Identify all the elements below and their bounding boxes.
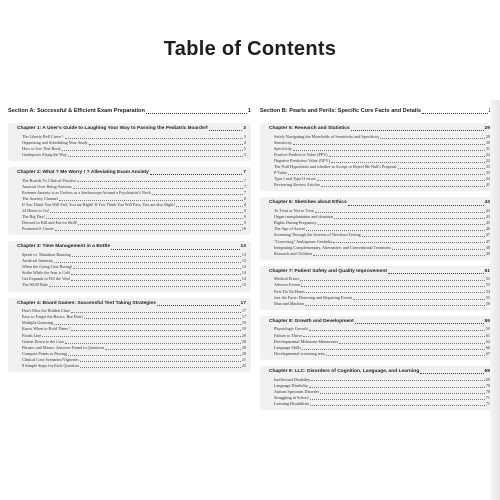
entry-page: 8 [243,201,246,207]
leader-dots [71,274,240,275]
entry-title: Safely Navigating the Minefields of Sensitivity and Specificity [274,133,380,139]
leader-dots [176,206,243,207]
entry-page: 62 [485,338,490,344]
entry-title: Get Expands to Fill the Void [22,276,70,282]
entry-page: 53 [485,276,490,282]
leader-dots [146,113,247,114]
entry-title: Screening Through the Screens of Newborn Testing [274,232,361,238]
entry-title: Rights During Pregnancy [274,220,317,226]
leader-dots [62,150,243,151]
leader-dots [309,330,485,331]
toc-entry[interactable] [269,182,490,188]
entry-title: Learning Disabilities [274,400,310,406]
section-title: Section B: Pearls and Perils: Specific Core Facts and Details [260,108,422,114]
entry-title: The Anxiety Channel [22,195,58,201]
entry-title: Prometric® Center [22,226,54,232]
entry-page: 41 [485,182,490,188]
chapter-heading[interactable] [17,170,246,177]
leader-dots [315,212,485,213]
entry-title: Language Disability [274,382,309,388]
leader-dots [80,367,241,368]
leader-dots [351,130,484,131]
entry-page: 4 [243,139,246,145]
chapter-box [8,123,251,161]
chapter-page: 3 [243,126,246,131]
leader-dots [71,330,241,331]
entry-title: Language Skills [274,344,302,350]
entry-title: Struggling in School [274,394,309,400]
chapter-page: 51 [484,268,490,274]
entry-page: 46 [485,226,490,232]
chapter-box [260,197,495,259]
leader-dots [348,205,484,206]
entry-title: How to Use This Book [22,145,61,151]
entry-page: 5 [243,151,246,157]
entry-page: 10 [241,226,246,232]
entry-title: Don't Miss the Hidden Clues [22,308,71,314]
chapter-box [260,316,495,360]
leader-dots [362,236,485,237]
leader-dots [49,286,241,287]
chapter-heading[interactable] [269,200,490,207]
leader-dots [302,349,485,350]
leader-dots [388,273,484,274]
entry-title: Sensitivity [274,139,292,145]
toc-entry[interactable] [269,401,490,407]
entry-title: Specificity [274,145,293,151]
entry-page: 7 [243,177,246,183]
entry-title: "Correcting" Ambiguous Genitalia [274,238,333,244]
section-title: Section A: Successful & Efficient Exam Preparation [8,108,145,114]
leader-dots [78,224,243,225]
entry-page: 9 [243,208,246,214]
leader-dots [334,218,485,219]
entry-page: 23 [241,363,246,368]
leader-dots [333,242,485,243]
entry-page: 17 [241,308,246,314]
entry-title: 8 Simple Steps for Each Question [22,363,79,368]
toc-left-column [8,108,251,378]
entry-page: 33 [485,164,490,170]
leader-dots [89,144,243,145]
page-edge-shadow [490,100,500,500]
entry-page: 30 [485,139,490,145]
leader-dots [71,312,240,313]
entry-title: Autism Spectrum Disorder [274,388,320,394]
entry-title: Easy to Forget the Basics, But Don't [22,314,83,320]
entry-page: 66 [485,344,490,350]
entry-title: Integrating Complementary, Alternative, and Conventional Treatment [274,244,391,250]
leader-dots [157,305,240,306]
toc-entry[interactable] [269,351,490,357]
leader-dots [293,150,485,151]
toc-entry[interactable] [17,282,246,288]
entry-page: 20 [241,338,246,344]
entry-title: The 80/20 Rule [22,282,49,288]
entry-page: 14 [241,270,246,276]
entry-title: Research and Children [274,250,313,256]
chapter-list [8,123,251,372]
leader-dots [209,130,242,131]
entry-title: First Do No Harm [274,288,305,294]
entry-page: 20 [241,332,246,338]
chapter-page: 17 [240,300,246,306]
entry-page: 7 [243,183,246,189]
entry-page: 7 [243,189,246,195]
toc-entry[interactable] [17,226,246,232]
leader-dots [80,361,241,362]
leader-dots [305,305,484,306]
entry-page: 47 [485,232,490,238]
entry-page: 61 [485,332,490,338]
entry-page: 19 [241,326,246,332]
entry-title: The Liberty Bell Curve ! [22,133,64,139]
toc-entry[interactable] [17,152,246,158]
entry-page: 5 [243,145,246,151]
chapter-title: Chapter 2: What ? Me Worry ! ? Alleviating Exam Anxiety [17,169,149,175]
leader-dots [355,323,484,324]
entry-page: 29 [485,133,490,139]
leader-dots [73,268,240,269]
chapter-title: Chapter 9: LLC: Disorders of Cognition, Language, and Learning [269,368,420,374]
entry-page: 20 [241,350,246,356]
entry-page: 8 [243,195,246,201]
chapter-box [8,241,251,291]
chapter-page: 13 [240,244,246,250]
leader-dots [54,262,241,263]
chapter-title: Chapter 7: Patient Safety and Quality Improvement [269,268,387,274]
entry-page: 53 [485,282,490,288]
entry-page: 43 [485,214,490,220]
chapter-heading[interactable] [269,269,490,276]
leader-dots [392,249,485,250]
leader-dots [150,174,242,175]
leader-dots [42,336,241,337]
entry-title: Multiple Guessing [22,320,54,326]
entry-title: Organ transplantation and donation [274,214,334,220]
page-title: Table of Contents [163,38,337,60]
leader-dots [68,156,243,157]
toc-entry[interactable] [269,251,490,257]
entry-page: 14 [241,264,246,270]
chapter-box [260,366,495,410]
leader-dots [105,349,240,350]
leader-dots [68,355,241,356]
leader-dots [84,318,241,319]
entry-page: 56 [485,300,490,306]
entry-page: 17 [241,314,246,320]
leader-dots [331,162,485,163]
entry-title: Physiologic Growth [274,326,308,332]
entry-page: 33 [485,170,490,176]
leader-dots [422,113,488,114]
entry-page: 43 [485,208,490,214]
leader-dots [306,292,485,293]
leader-dots [55,230,241,231]
entry-title: Medical Errors [274,276,300,282]
leader-dots [59,200,243,201]
entry-title: P Value [274,170,287,176]
leader-dots [77,181,243,182]
entry-page: 67 [485,350,490,356]
entry-title: Phrases and Mazes: Answers Found in Questions [22,344,105,350]
entry-title: Negative Predictive Value (NPV) [274,157,330,163]
entry-page: 55 [485,294,490,300]
leader-dots [318,224,485,225]
section-page: 1 [247,108,251,114]
entry-page: 49 [485,250,490,256]
entry-title: Just the Facts: Detecting and Reporting Events [274,294,353,300]
section-heading[interactable] [260,108,495,115]
leader-dots [306,230,485,231]
leader-dots [71,280,241,281]
toc-right-column [260,108,495,416]
leader-dots [309,387,485,388]
leader-dots [310,399,485,400]
entry-page: 32 [485,157,490,163]
entry-title: The Boards Vs Clinical Practice [22,177,76,183]
leader-dots [301,286,484,287]
chapter-title: Chapter 8: Growth and Development [269,318,354,324]
chapter-page: 59 [484,318,490,324]
entry-title: Developmental screening tests [274,350,326,356]
entry-title: Sprint vs. Marathon Running [22,252,71,257]
entry-title: Clinical Case Scenarios/Vignettes [22,356,79,362]
entry-title: Man and Machine [274,300,305,306]
entry-title: Reviewing Review Articles [274,182,321,188]
leader-dots [329,156,485,157]
leader-dots [54,324,241,325]
chapter-title: Chapter 4: Board Games: Successful Test Taking Strategies [17,300,156,306]
entry-page: 31 [485,145,490,151]
chapter-page: 7 [243,169,246,175]
entry-title: Extreme Anxiety is as Useless as a Stethoscope Around a Psychiatrist's Neck [22,189,151,195]
entry-title: Developmental Milestone Mnemonics [274,338,339,344]
leader-dots [65,138,243,139]
leader-dots [152,194,243,195]
entry-page: 71 [485,394,490,400]
entry-title: If You Think You Will Fail, You are Right! If You Think You Will Pass, You are also Right! [22,201,175,207]
entry-page: 48 [485,244,490,250]
toc-entry[interactable] [17,363,246,369]
entry-title: Dressed to Kill and Eat for Skill! [22,220,78,226]
entry-page: 3 [243,133,246,139]
leader-dots [111,249,239,250]
leader-dots [311,380,484,381]
leader-dots [303,336,485,337]
entry-page: 13 [241,252,246,257]
entry-title: To Treat or Not to Treat [274,208,314,214]
chapter-title: Chapter 5: Research and Statistics [269,126,350,131]
entry-title: Anxious Over Being Anxious [22,183,72,189]
chapter-title: Chapter 3: Time Management in a Bottle [17,244,111,250]
entry-title: The Age of Assent [274,226,306,232]
entry-page: 47 [485,238,490,244]
chapter-heading[interactable] [269,126,490,133]
leader-dots [398,168,485,169]
entry-title: Intellectual Disability [274,376,311,382]
entry-title: Adverse Events [274,282,301,288]
entry-page: 21 [241,356,246,362]
leader-dots [321,186,485,187]
entry-page: 13 [241,258,246,264]
entry-page: 45 [485,220,490,226]
entry-page: 54 [485,288,490,294]
chapter-list [260,123,495,410]
entry-title: Failure to Thrive [274,332,303,338]
leader-dots [50,212,243,213]
entry-page: 19 [241,320,246,326]
entry-page: 9 [243,220,246,226]
chapter-heading[interactable] [17,126,246,133]
leader-dots [380,138,484,139]
entry-page: 9 [243,214,246,220]
entry-title: Strike While the Iron is Cold [22,270,71,276]
leader-dots [313,255,485,256]
entry-page: 20 [241,344,246,350]
leader-dots [73,188,243,189]
chapter-page: 69 [484,368,490,374]
entry-title: Know When to Hold Them ! [22,326,71,332]
chapter-box [8,167,251,235]
chapter-box [8,298,251,373]
chapter-box [260,123,495,191]
leader-dots [300,280,485,281]
section-heading[interactable] [8,108,251,115]
entry-page: 34 [485,176,490,182]
entry-title: Finish Line [22,332,42,338]
entry-page: 70 [485,382,490,388]
entry-page: 32 [485,151,490,157]
chapter-heading[interactable] [17,244,246,251]
chapter-page: 43 [484,200,490,206]
chapter-title: Chapter 6: Sketches about Ethics [269,200,347,206]
entry-title: The Big Day! [22,214,46,220]
leader-dots [293,144,485,145]
leader-dots [288,174,485,175]
leader-dots [326,355,485,356]
entry-title: Compass Points to Passing [22,350,68,356]
toc-entry[interactable] [269,301,490,307]
entry-title: Positive Predictive Value (PPV) [274,151,328,157]
chapter-heading[interactable] [269,369,490,376]
leader-dots [72,256,241,257]
leader-dots [46,218,243,219]
entry-page: 59 [485,326,490,332]
entry-title: 24 Hours to Go! [22,208,50,214]
leader-dots [317,180,485,181]
entry-title: Type I and Type II errors [274,176,316,182]
entry-page: 69 [485,376,490,382]
entry-page: 15 [241,282,246,288]
leader-dots [339,343,485,344]
leader-dots [353,299,484,300]
entry-page: 70 [485,388,490,394]
entry-title: Organizing and Scheduling Your Study [22,139,88,145]
leader-dots [310,405,485,406]
entry-title: Artificial Intensity [22,258,54,264]
leader-dots [420,373,483,374]
chapter-title: Chapter 1: A User's Guide to Laughing Your Way to Passing the Pediatric Boards® [17,126,209,131]
chapter-page: 29 [484,126,490,131]
entry-title: Guideposts Along the Way [22,151,67,157]
leader-dots [65,343,240,344]
entry-page: 14 [241,276,246,282]
entry-title: Gotten Down to the Core [22,338,65,344]
chapter-box [260,266,495,310]
entry-title: When the Going Gets Boring! [22,264,73,270]
entry-title: The Null Hypothesis and whether to Accept or Reject Mr Null's Proposal [274,164,397,170]
chapter-heading[interactable] [17,301,246,308]
chapter-heading[interactable] [269,319,490,326]
leader-dots [320,393,485,394]
entry-page: 71 [485,400,490,406]
